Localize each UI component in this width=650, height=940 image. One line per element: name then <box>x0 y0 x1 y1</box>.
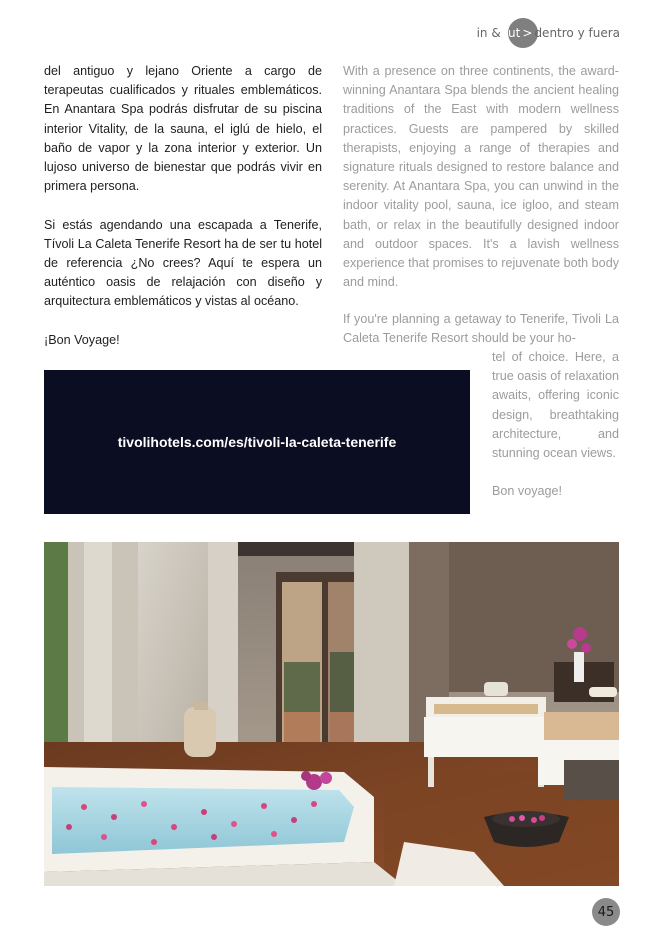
english-paragraph-2-rest: tel of choice. Here, a true oasis of relaxation awaits, offering iconic design, breathtaking architecture, and stunning ocean views. <box>492 350 619 461</box>
spanish-paragraph-2: Si estás agendando una escapada a Tenerife, Tívoli La Caleta Tenerife Resort ha de ser tu hotel de referencia ¿No crees? Aquí te espera un auténtico oasis de relajación con diseño y arquitectura emblemáticos y vistas al océano. <box>44 217 322 309</box>
spanish-column <box>44 62 322 350</box>
english-wrap-column <box>492 348 619 521</box>
spa-room-photo <box>44 542 619 886</box>
header-separator: > <box>522 26 533 40</box>
english-paragraph-2-start: If you're planning a getaway to Tenerife, Tivoli La Caleta Tenerife Resort should be your ho- <box>343 312 619 346</box>
header-right-label: dentro y fuera <box>534 26 620 40</box>
header-left-label: in & <box>476 26 501 40</box>
spanish-paragraph-1: del antiguo y lejano Oriente a cargo de terapeutas cualificados y rituales emblemáticos. En Anantara Spa podrás disfrutar de su piscina interior Vitality, de la sauna, el iglú de hielo, el baño de vapor y la zona interior y exterior. Un lujoso universo de bienestar que podrás vivir en primera persona. <box>44 64 322 194</box>
english-paragraph-1: With a presence on three continents, the award-winning Anantara Spa blends the ancient healing traditions of the East with modern wellness practices. Guests are pampered by skilled therapists, enjoying a range of therapies and signature rituals designed to restore balance and serenity. At Anantara Spa, you can unwind in the indoor vitality pool, sauna, ice igloo, and steam bath, or relax in the beautifully designed indoor and outdoor spaces. It's a lavish wellness experience that promises to rejuvenate both body and mind. <box>343 64 619 290</box>
header-left-label-end: out <box>500 26 521 40</box>
spanish-paragraph-3: ¡Bon Voyage! <box>44 332 120 347</box>
page-number: 45 <box>592 898 620 926</box>
url-banner <box>44 370 470 514</box>
english-column <box>343 62 619 292</box>
hotel-url-link[interactable]: tivolihotels.com/es/tivoli-la-caleta-tenerife <box>117 434 397 450</box>
english-paragraph-3: Bon voyage! <box>492 484 563 499</box>
section-header <box>477 18 620 48</box>
